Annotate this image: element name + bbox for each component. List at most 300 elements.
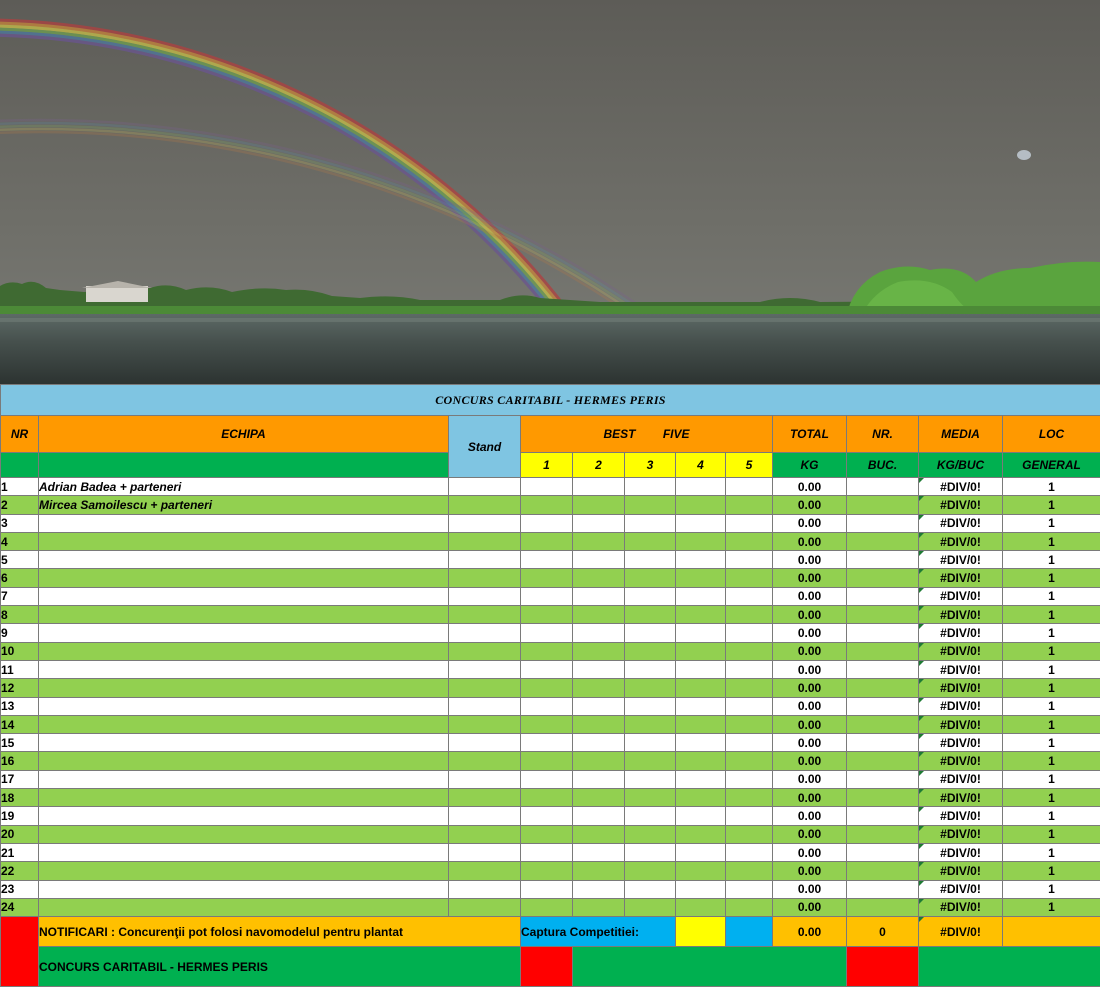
fish-4-cell[interactable] <box>676 679 726 697</box>
pieces-cell[interactable] <box>847 880 919 898</box>
total-kg-cell[interactable]: 0.00 <box>773 569 847 587</box>
average-cell[interactable]: #DIV/0! <box>919 551 1003 569</box>
fish-1-cell[interactable] <box>521 715 573 733</box>
average-cell[interactable]: #DIV/0! <box>919 587 1003 605</box>
fish-1-cell[interactable] <box>521 880 573 898</box>
pieces-cell[interactable] <box>847 770 919 788</box>
fish-3-cell[interactable] <box>625 807 676 825</box>
fish-1-cell[interactable] <box>521 862 573 880</box>
average-cell[interactable]: #DIV/0! <box>919 862 1003 880</box>
stand-cell[interactable] <box>449 679 521 697</box>
fish-5-cell[interactable] <box>726 679 773 697</box>
place-cell[interactable]: 1 <box>1003 478 1100 496</box>
pieces-cell[interactable] <box>847 825 919 843</box>
fish-5-cell[interactable] <box>726 898 773 916</box>
pieces-cell[interactable] <box>847 697 919 715</box>
row-number[interactable]: 22 <box>1 862 39 880</box>
place-cell[interactable]: 1 <box>1003 807 1100 825</box>
fish-4-cell[interactable] <box>676 770 726 788</box>
fish-5-cell[interactable] <box>726 880 773 898</box>
average-cell[interactable]: #DIV/0! <box>919 752 1003 770</box>
total-kg-cell[interactable]: 0.00 <box>773 898 847 916</box>
fish-3-cell[interactable] <box>625 532 676 550</box>
team-name-cell[interactable] <box>39 734 449 752</box>
row-number[interactable]: 12 <box>1 679 39 697</box>
fish-5-cell[interactable] <box>726 825 773 843</box>
fish-1-cell[interactable] <box>521 642 573 660</box>
footer-green-block-1 <box>573 947 847 987</box>
total-kg-cell[interactable]: 0.00 <box>773 880 847 898</box>
place-cell[interactable]: 1 <box>1003 587 1100 605</box>
fish-2-cell[interactable] <box>573 825 625 843</box>
fish-4-cell[interactable] <box>676 624 726 642</box>
rainbow-lake-photo <box>0 0 1100 384</box>
total-kg-cell[interactable]: 0.00 <box>773 679 847 697</box>
fish-3-cell[interactable] <box>625 496 676 514</box>
average-cell[interactable]: #DIV/0! <box>919 514 1003 532</box>
average-cell[interactable]: #DIV/0! <box>919 569 1003 587</box>
team-name-cell[interactable] <box>39 587 449 605</box>
stand-cell[interactable] <box>449 880 521 898</box>
total-kg-cell[interactable]: 0.00 <box>773 642 847 660</box>
fish-3-cell[interactable] <box>625 642 676 660</box>
row-number[interactable]: 3 <box>1 514 39 532</box>
fish-1-cell[interactable] <box>521 734 573 752</box>
stand-cell[interactable] <box>449 496 521 514</box>
fish-5-cell[interactable] <box>726 532 773 550</box>
fish-4-cell[interactable] <box>676 532 726 550</box>
total-kg-cell[interactable]: 0.00 <box>773 624 847 642</box>
team-name-cell[interactable] <box>39 898 449 916</box>
team-name-cell[interactable]: Mircea Samoilescu + parteneri <box>39 496 449 514</box>
total-kg-cell[interactable]: 0.00 <box>773 825 847 843</box>
results-sheet <box>0 384 1100 987</box>
team-name-cell[interactable] <box>39 807 449 825</box>
fish-5-cell[interactable] <box>726 752 773 770</box>
fish-2-cell[interactable] <box>573 697 625 715</box>
fish-4-cell[interactable] <box>676 715 726 733</box>
fish-4-cell[interactable] <box>676 478 726 496</box>
fish-1-cell[interactable] <box>521 624 573 642</box>
average-cell[interactable]: #DIV/0! <box>919 679 1003 697</box>
row-number[interactable]: 6 <box>1 569 39 587</box>
pieces-cell[interactable] <box>847 679 919 697</box>
total-kg-cell[interactable]: 0.00 <box>773 478 847 496</box>
stand-cell[interactable] <box>449 587 521 605</box>
team-name-cell[interactable] <box>39 697 449 715</box>
average-cell[interactable]: #DIV/0! <box>919 697 1003 715</box>
fish-2-cell[interactable] <box>573 752 625 770</box>
row-number[interactable]: 11 <box>1 660 39 678</box>
team-name-cell[interactable] <box>39 770 449 788</box>
pieces-cell[interactable] <box>847 752 919 770</box>
pieces-cell[interactable] <box>847 642 919 660</box>
fish-2-cell[interactable] <box>573 843 625 861</box>
fish-3-cell[interactable] <box>625 825 676 843</box>
average-cell[interactable]: #DIV/0! <box>919 715 1003 733</box>
stand-cell[interactable] <box>449 898 521 916</box>
fish-1-cell[interactable] <box>521 606 573 624</box>
row-number[interactable]: 14 <box>1 715 39 733</box>
stand-cell[interactable] <box>449 532 521 550</box>
fish-2-cell[interactable] <box>573 551 625 569</box>
fish-3-cell[interactable] <box>625 734 676 752</box>
fish-3-cell[interactable] <box>625 770 676 788</box>
fish-2-cell[interactable] <box>573 606 625 624</box>
fish-4-cell[interactable] <box>676 807 726 825</box>
pieces-cell[interactable] <box>847 843 919 861</box>
average-cell[interactable]: #DIV/0! <box>919 807 1003 825</box>
fish-1-cell[interactable] <box>521 825 573 843</box>
total-kg-cell[interactable]: 0.00 <box>773 752 847 770</box>
average-cell[interactable]: #DIV/0! <box>919 660 1003 678</box>
average-cell[interactable]: #DIV/0! <box>919 898 1003 916</box>
footer-place-empty[interactable] <box>1003 917 1100 947</box>
fish-3-cell[interactable] <box>625 715 676 733</box>
fish-1-cell[interactable] <box>521 532 573 550</box>
average-cell[interactable]: #DIV/0! <box>919 770 1003 788</box>
pieces-cell[interactable] <box>847 807 919 825</box>
footer-media-sum[interactable]: #DIV/0! <box>919 917 1003 947</box>
row-number[interactable]: 16 <box>1 752 39 770</box>
team-name-cell[interactable] <box>39 606 449 624</box>
team-name-cell[interactable] <box>39 642 449 660</box>
row-number[interactable]: 1 <box>1 478 39 496</box>
pieces-cell[interactable] <box>847 862 919 880</box>
fish-1-cell[interactable] <box>521 660 573 678</box>
fish-5-cell[interactable] <box>726 862 773 880</box>
place-cell[interactable]: 1 <box>1003 770 1100 788</box>
fish-1-cell[interactable] <box>521 569 573 587</box>
average-cell[interactable]: #DIV/0! <box>919 624 1003 642</box>
row-number[interactable]: 23 <box>1 880 39 898</box>
fish-4-cell[interactable] <box>676 843 726 861</box>
fish-3-cell[interactable] <box>625 862 676 880</box>
fish-3-cell[interactable] <box>625 478 676 496</box>
stand-cell[interactable] <box>449 807 521 825</box>
fish-3-cell[interactable] <box>625 624 676 642</box>
table-row <box>1 862 1100 880</box>
average-cell[interactable]: #DIV/0! <box>919 642 1003 660</box>
footer-pieces-sum[interactable]: 0 <box>847 917 919 947</box>
fish-4-cell[interactable] <box>676 514 726 532</box>
fish-1-cell[interactable] <box>521 587 573 605</box>
row-number[interactable]: 10 <box>1 642 39 660</box>
fish-2-cell[interactable] <box>573 679 625 697</box>
team-name-cell[interactable] <box>39 825 449 843</box>
fish-3-cell[interactable] <box>625 898 676 916</box>
fish-5-cell[interactable] <box>726 496 773 514</box>
pieces-cell[interactable] <box>847 587 919 605</box>
fish-4-cell[interactable] <box>676 551 726 569</box>
fish-2-cell[interactable] <box>573 898 625 916</box>
header-average: MEDIA <box>919 416 1003 453</box>
fish-2-cell[interactable] <box>573 478 625 496</box>
place-cell[interactable]: 1 <box>1003 862 1100 880</box>
total-kg-cell[interactable]: 0.00 <box>773 734 847 752</box>
fish-1-cell[interactable] <box>521 752 573 770</box>
fish-2-cell[interactable] <box>573 496 625 514</box>
fish-5-cell[interactable] <box>726 551 773 569</box>
pieces-cell[interactable] <box>847 478 919 496</box>
place-cell[interactable]: 1 <box>1003 514 1100 532</box>
fish-1-cell[interactable] <box>521 807 573 825</box>
fish-4-cell[interactable] <box>676 569 726 587</box>
fish-3-cell[interactable] <box>625 880 676 898</box>
fish-4-cell[interactable] <box>676 587 726 605</box>
fish-3-cell[interactable] <box>625 587 676 605</box>
fish-4-cell[interactable] <box>676 734 726 752</box>
place-cell[interactable]: 1 <box>1003 843 1100 861</box>
fish-2-cell[interactable] <box>573 587 625 605</box>
place-cell[interactable]: 1 <box>1003 569 1100 587</box>
pieces-cell[interactable] <box>847 734 919 752</box>
average-cell[interactable]: #DIV/0! <box>919 825 1003 843</box>
place-cell[interactable]: 1 <box>1003 660 1100 678</box>
fish-5-cell[interactable] <box>726 642 773 660</box>
team-name-cell[interactable] <box>39 752 449 770</box>
fish-3-cell[interactable] <box>625 660 676 678</box>
team-name-cell[interactable] <box>39 679 449 697</box>
fish-3-cell[interactable] <box>625 752 676 770</box>
fish-4-cell[interactable] <box>676 825 726 843</box>
fish-2-cell[interactable] <box>573 880 625 898</box>
average-cell[interactable]: #DIV/0! <box>919 880 1003 898</box>
total-kg-cell[interactable]: 0.00 <box>773 862 847 880</box>
fish-4-cell[interactable] <box>676 496 726 514</box>
total-kg-cell[interactable]: 0.00 <box>773 496 847 514</box>
stand-cell[interactable] <box>449 715 521 733</box>
stand-cell[interactable] <box>449 606 521 624</box>
fish-3-cell[interactable] <box>625 843 676 861</box>
fish-1-cell[interactable] <box>521 789 573 807</box>
pieces-cell[interactable] <box>847 898 919 916</box>
fish-4-cell[interactable] <box>676 880 726 898</box>
pieces-cell[interactable] <box>847 715 919 733</box>
fish-1-cell[interactable] <box>521 679 573 697</box>
fish-5-cell[interactable] <box>726 660 773 678</box>
total-kg-cell[interactable]: 0.00 <box>773 843 847 861</box>
fish-2-cell[interactable] <box>573 642 625 660</box>
stand-cell[interactable] <box>449 825 521 843</box>
fish-5-cell[interactable] <box>726 606 773 624</box>
pieces-cell[interactable] <box>847 606 919 624</box>
place-cell[interactable]: 1 <box>1003 606 1100 624</box>
fish-5-cell[interactable] <box>726 734 773 752</box>
average-cell[interactable]: #DIV/0! <box>919 478 1003 496</box>
row-number[interactable]: 9 <box>1 624 39 642</box>
row-number[interactable]: 5 <box>1 551 39 569</box>
row-number[interactable]: 20 <box>1 825 39 843</box>
team-name-cell[interactable] <box>39 624 449 642</box>
fish-5-cell[interactable] <box>726 569 773 587</box>
stand-cell[interactable] <box>449 569 521 587</box>
average-cell[interactable]: #DIV/0! <box>919 606 1003 624</box>
fish-1-cell[interactable] <box>521 898 573 916</box>
fish-4-cell[interactable] <box>676 898 726 916</box>
fish-4-cell[interactable] <box>676 642 726 660</box>
row-number[interactable]: 15 <box>1 734 39 752</box>
fish-1-cell[interactable] <box>521 551 573 569</box>
team-name-cell[interactable] <box>39 862 449 880</box>
stand-cell[interactable] <box>449 551 521 569</box>
fish-2-cell[interactable] <box>573 734 625 752</box>
pieces-cell[interactable] <box>847 514 919 532</box>
row-number[interactable]: 21 <box>1 843 39 861</box>
fish-2-cell[interactable] <box>573 532 625 550</box>
fish-2-cell[interactable] <box>573 660 625 678</box>
fish-2-cell[interactable] <box>573 862 625 880</box>
place-cell[interactable]: 1 <box>1003 789 1100 807</box>
total-kg-cell[interactable]: 0.00 <box>773 606 847 624</box>
stand-cell[interactable] <box>449 862 521 880</box>
pieces-cell[interactable] <box>847 496 919 514</box>
team-name-cell[interactable] <box>39 569 449 587</box>
stand-cell[interactable] <box>449 660 521 678</box>
fish-2-cell[interactable] <box>573 624 625 642</box>
average-cell[interactable]: #DIV/0! <box>919 496 1003 514</box>
fish-4-cell[interactable] <box>676 862 726 880</box>
fish-5-cell[interactable] <box>726 770 773 788</box>
stand-cell[interactable] <box>449 478 521 496</box>
fish-5-cell[interactable] <box>726 807 773 825</box>
pieces-cell[interactable] <box>847 532 919 550</box>
row-number[interactable]: 24 <box>1 898 39 916</box>
place-cell[interactable]: 1 <box>1003 734 1100 752</box>
row-number[interactable]: 17 <box>1 770 39 788</box>
team-name-cell[interactable] <box>39 660 449 678</box>
fish-5-cell[interactable] <box>726 697 773 715</box>
row-number[interactable]: 7 <box>1 587 39 605</box>
fish-1-cell[interactable] <box>521 514 573 532</box>
fish-1-cell[interactable] <box>521 843 573 861</box>
place-cell[interactable]: 1 <box>1003 532 1100 550</box>
fish-3-cell[interactable] <box>625 551 676 569</box>
fish-1-cell[interactable] <box>521 697 573 715</box>
fish-2-cell[interactable] <box>573 569 625 587</box>
fish-5-cell[interactable] <box>726 715 773 733</box>
fish-2-cell[interactable] <box>573 770 625 788</box>
stand-cell[interactable] <box>449 642 521 660</box>
average-cell[interactable]: #DIV/0! <box>919 843 1003 861</box>
team-name-cell[interactable]: Adrian Badea + parteneri <box>39 478 449 496</box>
place-cell[interactable]: 1 <box>1003 624 1100 642</box>
average-cell[interactable]: #DIV/0! <box>919 789 1003 807</box>
total-kg-cell[interactable]: 0.00 <box>773 532 847 550</box>
row-number[interactable]: 2 <box>1 496 39 514</box>
fish-2-cell[interactable] <box>573 715 625 733</box>
stand-cell[interactable] <box>449 789 521 807</box>
stand-cell[interactable] <box>449 770 521 788</box>
place-cell[interactable]: 1 <box>1003 715 1100 733</box>
stand-cell[interactable] <box>449 843 521 861</box>
fish-5-cell[interactable] <box>726 587 773 605</box>
fish-1-cell[interactable] <box>521 770 573 788</box>
pieces-cell[interactable] <box>847 660 919 678</box>
average-cell[interactable]: #DIV/0! <box>919 532 1003 550</box>
place-cell[interactable]: 1 <box>1003 642 1100 660</box>
fish-2-cell[interactable] <box>573 514 625 532</box>
stand-cell[interactable] <box>449 697 521 715</box>
row-number[interactable]: 4 <box>1 532 39 550</box>
fish-4-cell[interactable] <box>676 789 726 807</box>
place-cell[interactable]: 1 <box>1003 898 1100 916</box>
pieces-cell[interactable] <box>847 551 919 569</box>
team-name-cell[interactable] <box>39 514 449 532</box>
total-kg-cell[interactable]: 0.00 <box>773 551 847 569</box>
fish-3-cell[interactable] <box>625 697 676 715</box>
fish-4-cell[interactable] <box>676 660 726 678</box>
place-cell[interactable]: 1 <box>1003 496 1100 514</box>
team-name-cell[interactable] <box>39 715 449 733</box>
footer-total-sum[interactable]: 0.00 <box>773 917 847 947</box>
fish-2-cell[interactable] <box>573 789 625 807</box>
team-name-cell[interactable] <box>39 551 449 569</box>
header-row <box>1 416 1100 453</box>
pieces-cell[interactable] <box>847 569 919 587</box>
average-cell[interactable]: #DIV/0! <box>919 734 1003 752</box>
stand-cell[interactable] <box>449 752 521 770</box>
total-kg-cell[interactable]: 0.00 <box>773 697 847 715</box>
fish-5-cell[interactable] <box>726 624 773 642</box>
total-kg-cell[interactable]: 0.00 <box>773 770 847 788</box>
fish-2-cell[interactable] <box>573 807 625 825</box>
place-cell[interactable]: 1 <box>1003 679 1100 697</box>
fish-5-cell[interactable] <box>726 789 773 807</box>
place-cell[interactable]: 1 <box>1003 551 1100 569</box>
fish-4-cell[interactable] <box>676 606 726 624</box>
place-cell[interactable]: 1 <box>1003 752 1100 770</box>
total-kg-cell[interactable]: 0.00 <box>773 807 847 825</box>
fish-4-cell[interactable] <box>676 697 726 715</box>
row-number[interactable]: 13 <box>1 697 39 715</box>
row-number[interactable]: 18 <box>1 789 39 807</box>
team-name-cell[interactable] <box>39 789 449 807</box>
place-cell[interactable]: 1 <box>1003 880 1100 898</box>
total-kg-cell[interactable]: 0.00 <box>773 587 847 605</box>
fish-3-cell[interactable] <box>625 679 676 697</box>
stand-cell[interactable] <box>449 734 521 752</box>
stand-cell[interactable] <box>449 514 521 532</box>
place-cell[interactable]: 1 <box>1003 825 1100 843</box>
stand-cell[interactable] <box>449 624 521 642</box>
team-name-cell[interactable] <box>39 532 449 550</box>
team-name-cell[interactable] <box>39 880 449 898</box>
table-row <box>1 807 1100 825</box>
row-number[interactable]: 8 <box>1 606 39 624</box>
place-cell[interactable]: 1 <box>1003 697 1100 715</box>
fish-3-cell[interactable] <box>625 569 676 587</box>
pieces-cell[interactable] <box>847 789 919 807</box>
fish-5-cell[interactable] <box>726 478 773 496</box>
row-number[interactable]: 19 <box>1 807 39 825</box>
fish-3-cell[interactable] <box>625 514 676 532</box>
fish-1-cell[interactable] <box>521 478 573 496</box>
fish-3-cell[interactable] <box>625 606 676 624</box>
fish-5-cell[interactable] <box>726 843 773 861</box>
fish-4-cell[interactable] <box>676 752 726 770</box>
header-total: TOTAL <box>773 416 847 453</box>
total-kg-cell[interactable]: 0.00 <box>773 789 847 807</box>
total-kg-cell[interactable]: 0.00 <box>773 660 847 678</box>
total-kg-cell[interactable]: 0.00 <box>773 514 847 532</box>
fish-5-cell[interactable] <box>726 514 773 532</box>
total-kg-cell[interactable]: 0.00 <box>773 715 847 733</box>
pieces-cell[interactable] <box>847 624 919 642</box>
team-name-cell[interactable] <box>39 843 449 861</box>
fish-1-cell[interactable] <box>521 496 573 514</box>
fish-3-cell[interactable] <box>625 789 676 807</box>
